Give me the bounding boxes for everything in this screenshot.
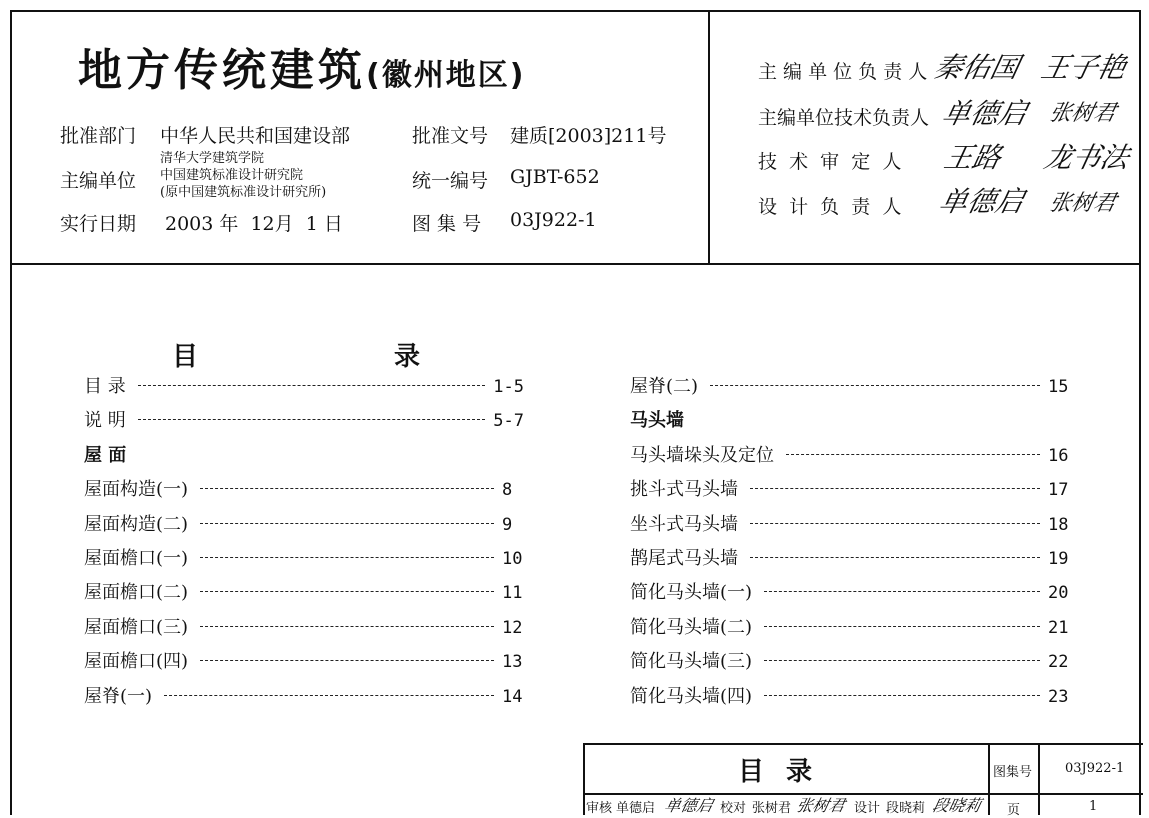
title-block-page-no: 1 [1089,799,1098,814]
signature-1a: 秦佑国 [931,51,1023,84]
toc-entry-page: 5-7 [493,411,524,432]
toc-entry-title: 简化马头墙(三) [630,651,753,673]
toc-heading-left: 目 [172,342,199,372]
toc-entry-title: 屋面构造(一) [84,479,189,501]
toc-entry [84,475,524,509]
toc-entry-page: 17 [1048,480,1069,501]
signature-2a: 单德启 [939,97,1031,130]
toc-left-column [84,372,524,716]
toc-entry [84,406,524,440]
toc-right-column [630,372,1070,716]
title-block-review-signature: 单德启 [662,796,715,815]
toc-entry [84,647,524,681]
title-block-check-label: 校对 [720,801,747,816]
toc-entry-title: 屋脊(一) [84,685,153,707]
toc-entry [630,441,1070,475]
toc-entry-title: 目 录 [84,376,126,397]
toc-entry [84,613,524,647]
toc-entry-page: 13 [502,652,523,673]
editor-unit-line-1: 清华大学建筑学院 [160,151,265,166]
toc-entry [84,578,524,612]
editor-unit-line-2: 中国建筑标准设计研究院 [160,168,304,183]
effective-date-label: 实行日期 [60,213,137,235]
toc-entry-page: 18 [1048,514,1069,535]
atlas-title-main: 地方传统建筑 [78,45,366,96]
toc-entry [630,578,1070,612]
title-block-design-label: 设计 [854,801,881,816]
atlas-no: 03J922-1 [510,209,597,231]
title-block-design-name: 段晓莉 [886,801,926,816]
title-block [583,743,1143,818]
toc-entry-title: 屋面檐口(二) [84,582,189,604]
toc-entry-page: 14 [502,686,523,707]
toc-entry-title: 屋面构造(二) [84,513,189,535]
atlas-title [78,34,525,98]
toc-leader-line [200,591,494,592]
toc-entry-page: 23 [1048,686,1069,707]
toc-entry [630,647,1070,681]
approval-dept-label: 批准部门 [60,125,137,147]
toc-entry-page: 1-5 [493,377,524,397]
header-vertical-divider [708,10,710,264]
toc-entry-title: 屋面檐口(一) [84,547,189,569]
toc-leader-line [764,695,1040,696]
toc-leader-line [764,660,1040,661]
responsible-label-1: 主 编 单 位 负 责 人 [758,61,928,83]
toc-leader-line [164,695,494,696]
toc-entry-page: 12 [502,617,523,638]
toc-entry [84,510,524,544]
effective-date: 2003 年 12月 1 日 [165,213,343,235]
toc-entry-title: 屋面檐口(四) [84,651,189,673]
signature-3b: 龙书法 [1041,141,1133,174]
toc-entry [630,475,1070,509]
toc-leader-line [200,557,494,558]
toc-entry-title: 马头墙垛头及定位 [630,444,774,466]
editor-unit-label: 主编单位 [60,170,137,192]
toc-entry-page: 15 [1048,377,1069,397]
toc-leader-line [200,626,494,627]
responsible-label-2: 主编单位技术负责人 [758,107,930,129]
toc-heading-right: 录 [394,342,421,372]
toc-entry [84,372,524,406]
toc-leader-line [750,488,1040,489]
toc-entry [630,682,1070,716]
signature-2b: 张树君 [1046,101,1119,126]
toc-leader-line [750,523,1040,524]
toc-leader-line [710,385,1040,386]
toc-section-heading [630,406,1070,440]
title-block-review-label: 审核 [586,801,613,816]
toc-entry-page: 16 [1048,445,1069,466]
toc-entry-title: 屋脊(二) [630,376,699,397]
toc-entry-title: 马头墙 [630,410,684,432]
toc-entry [630,510,1070,544]
toc-entry-title: 鹊尾式马头墙 [630,547,738,569]
toc-entry [630,613,1070,647]
toc-entry-title: 简化马头墙(二) [630,616,753,638]
title-block-drawing-title: 目录 [738,757,835,787]
toc-entry-title: 简化马头墙(四) [630,685,753,707]
toc-leader-line [200,488,494,489]
approval-doc: 建质[2003]211号 [510,125,667,147]
toc-entry-page: 11 [502,583,523,604]
toc-entry-page: 10 [502,548,523,569]
toc-entry-title: 挑斗式马头墙 [630,479,738,501]
editor-unit-line-3: (原中国建筑标准设计研究所) [160,185,327,200]
toc-entry-page: 8 [502,480,513,501]
approval-dept: 中华人民共和国建设部 [160,125,351,147]
toc-leader-line [200,523,494,524]
toc-entry-title: 屋 面 [84,444,127,466]
approval-doc-label: 批准文号 [412,125,489,147]
title-block-page-label: 页 [1007,803,1021,818]
atlas-title-region: (徽州地区) [366,58,526,93]
atlas-no-label: 图 集 号 [412,213,482,235]
signature-4b: 张树君 [1046,191,1119,216]
toc-entry-title: 简化马头墙(一) [630,582,753,604]
toc-entry [630,544,1070,578]
title-block-review-name: 单德启 [616,801,656,816]
title-block-check-signature: 张树君 [794,796,847,815]
signature-4a: 单德启 [936,185,1028,218]
toc-entry-title: 坐斗式马头墙 [630,513,738,535]
toc-leader-line [764,591,1040,592]
responsible-label-3: 技 术 审 定 人 [758,151,902,173]
toc-entry-page: 22 [1048,652,1069,673]
toc-entry-title: 说 明 [84,410,126,432]
toc-entry-page: 21 [1048,617,1069,638]
toc-leader-line [750,557,1040,558]
signature-1b: 王子艳 [1038,51,1130,84]
toc-leader-line [200,660,494,661]
toc-entry [630,372,1070,406]
title-block-atlas-no: 03J922-1 [1065,761,1125,776]
toc-section-heading [84,441,524,475]
title-block-design-signature: 段晓莉 [930,796,983,815]
toc-leader-line [786,454,1040,455]
title-block-atlas-no-label: 图集号 [993,765,1033,780]
toc-entry-page: 9 [502,514,513,535]
toc-entry [84,544,524,578]
toc-entry-page: 19 [1048,548,1069,569]
toc-leader-line [138,385,486,386]
toc-leader-line [764,626,1040,627]
responsible-label-4: 设 计 负 责 人 [758,196,902,218]
title-block-check-name: 张树君 [752,801,792,816]
toc-entry [84,682,524,716]
toc-leader-line [138,419,486,420]
toc-entry-page: 20 [1048,583,1069,604]
header-divider [10,263,1141,265]
unified-code-label: 统一编号 [412,170,489,192]
unified-code: GJBT-652 [510,166,600,188]
signature-3a: 王路 [941,141,1005,174]
toc-entry-title: 屋面檐口(三) [84,616,189,638]
